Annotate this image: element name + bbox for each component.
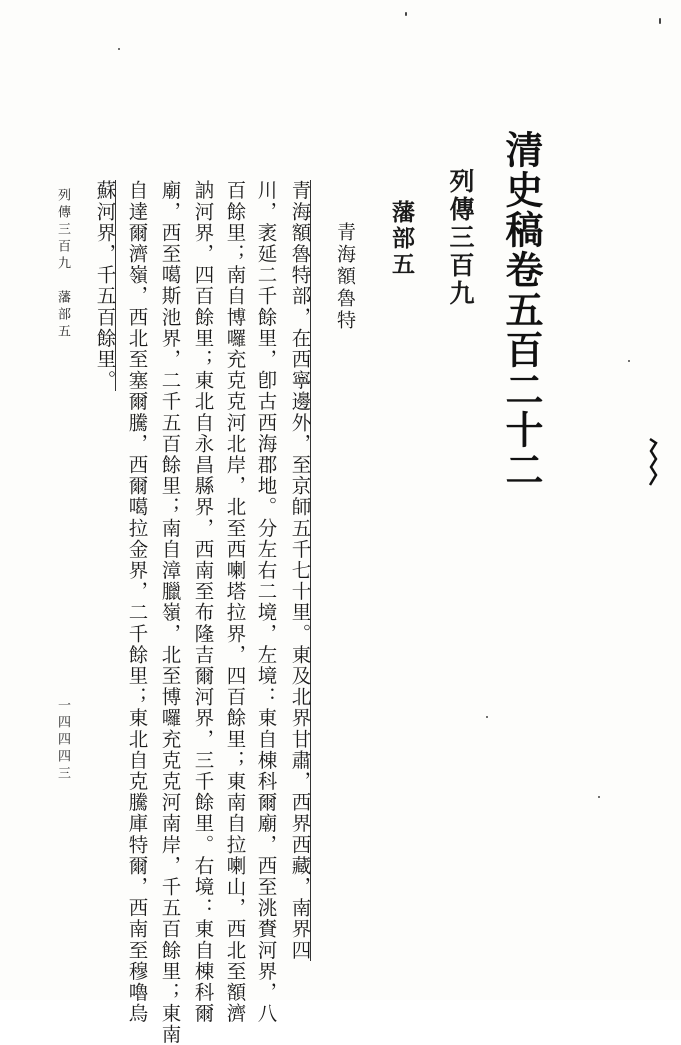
running-header: 列傳三百九 藩部五 xyxy=(55,188,70,341)
speck xyxy=(486,716,488,718)
subsection-heading: 青海額魯特 xyxy=(334,222,356,332)
speck xyxy=(118,48,120,50)
section-heading: 藩部五 xyxy=(388,200,415,278)
body-column-5: 廟，西至噶斯池界，二千五百餘里；南自漳臘嶺，北至博囉充克克河南岸，千五百餘里；東南 xyxy=(158,180,182,1045)
body-column-3: 百餘里；南自博囉充克克河北岸，北至西喇塔拉界，四百餘里；東南自拉喇山，西北至額濟 xyxy=(223,180,247,1024)
binding-mark-graphic xyxy=(648,437,658,487)
speck xyxy=(628,360,630,362)
speck xyxy=(405,12,407,16)
volume-title: 清史稿卷五百二十二 xyxy=(499,130,544,490)
chapter-subtitle: 列傳三百九 xyxy=(446,168,475,308)
page-number: 一四四四三 xyxy=(55,698,70,783)
speck xyxy=(659,18,661,24)
body-column-2: 川，袤延二千餘里，卽古西海郡地。分左右二境，左境：東自棟科爾廟，西至洮賚河界，八 xyxy=(254,180,278,1024)
body-column-7: 蘇河界，千五百餘里。 xyxy=(93,180,117,391)
body-column-6: 自達爾濟嶺，西北至塞爾騰，西爾噶拉金界，二千餘里；東北自克騰庫特爾，西南至穆嚕烏 xyxy=(125,180,149,1024)
speck xyxy=(598,796,600,798)
body-column-1: 青海額魯特部，在西寧邊外，至京師五千七十里。東及北界甘肅，西界西藏，南界四 xyxy=(288,180,312,961)
body-column-4: 訥河界，四百餘里；東北自永昌縣界，西南至布隆吉爾河界，三千餘里。右境：東自棟科爾 xyxy=(191,180,215,1024)
